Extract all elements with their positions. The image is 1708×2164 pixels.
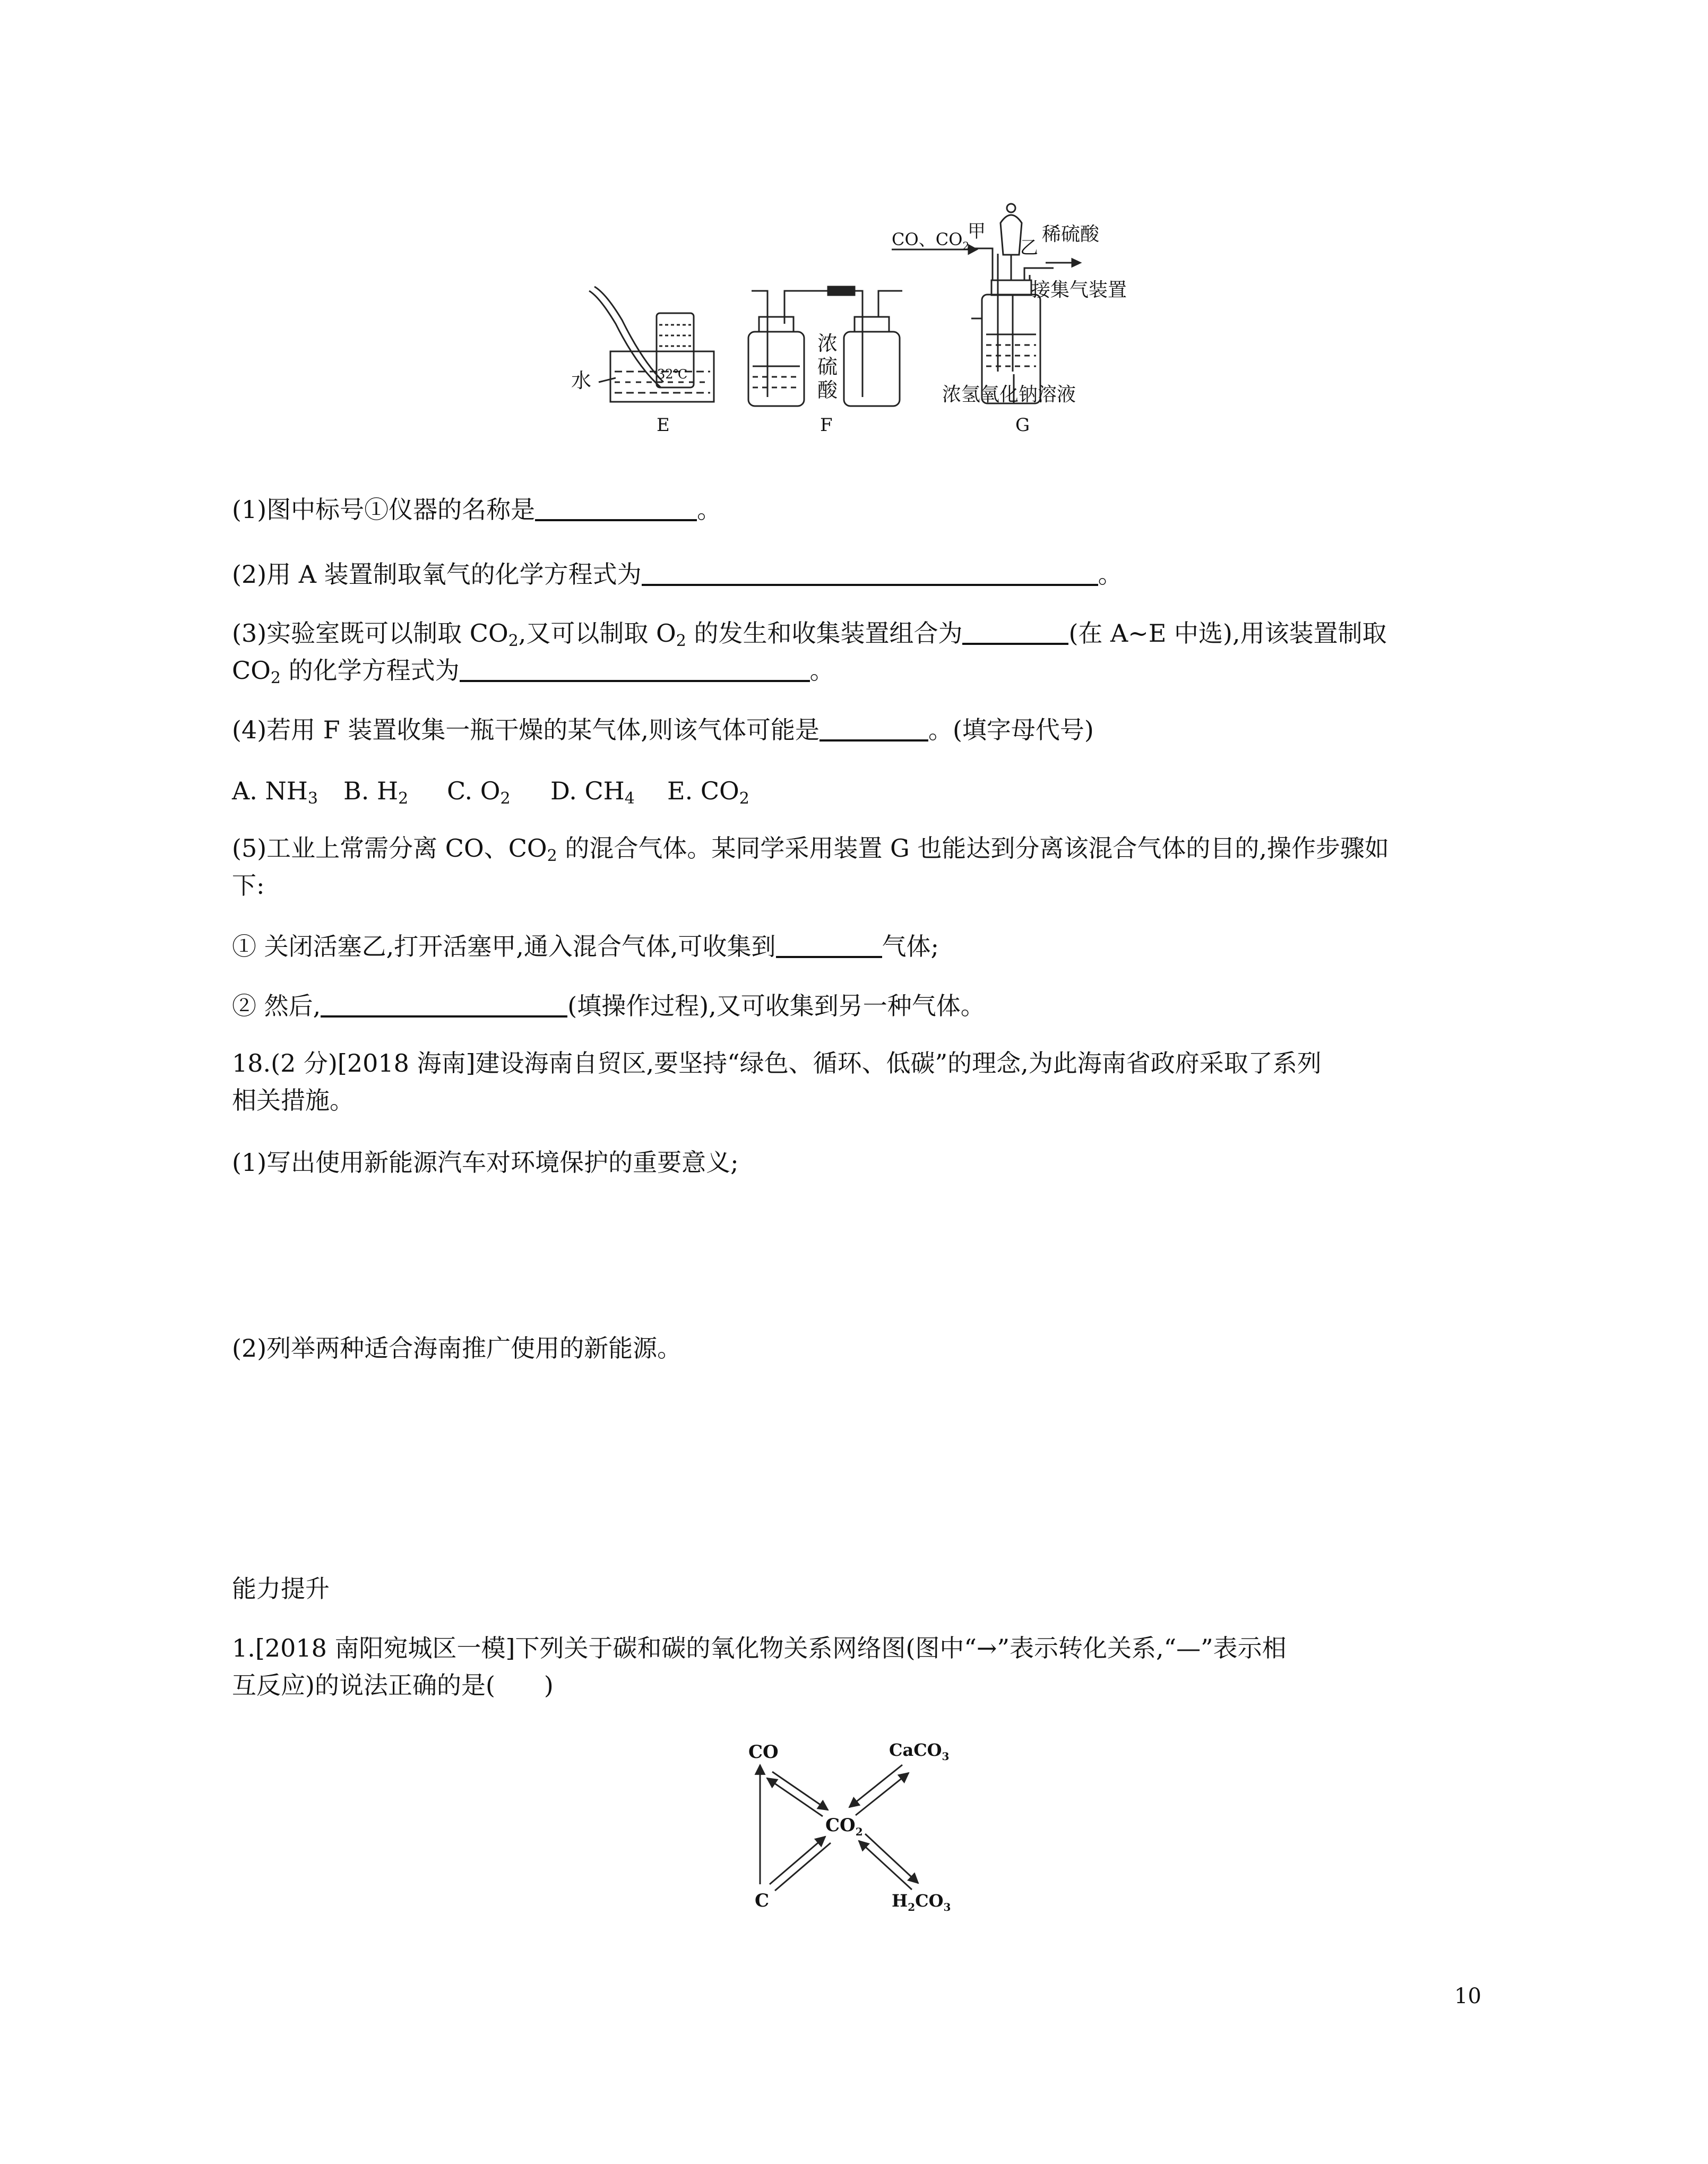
label-naoh: 浓氢氧化钠溶液 <box>942 384 1076 406</box>
node-caco3: CaCO$_3$ <box>889 1740 950 1763</box>
question-4: (4)若用 F 装置收集一瓶干燥的某气体,则该气体可能是 。(填字母代号) <box>232 715 1094 744</box>
question-1: (1)图中标号①仪器的名称是 。 <box>232 495 722 524</box>
label-e: E <box>657 415 670 436</box>
delivery-tube <box>589 291 661 387</box>
step-2: ② 然后, (填操作过程),又可收集到另一种气体。 <box>232 992 985 1020</box>
label-yi: 乙 <box>1020 237 1038 258</box>
option-list <box>232 775 749 807</box>
question-18-line-2: 相关措施。 <box>232 1086 354 1115</box>
question-5-line-1: (5)工业上常需分离 CO、$CO_2$ 的混合气体。某同学采用装置 G 也能达到分离该混合气体的目的,操作步骤如 <box>232 834 1389 865</box>
arrow-c-to-co2 <box>770 1837 825 1884</box>
arrow-h2co3-to-co2 <box>859 1841 912 1890</box>
label-f: F <box>820 415 833 436</box>
arrow-co2-to-caco3 <box>856 1773 909 1815</box>
label-jia: 甲 <box>968 221 986 242</box>
answer-blank[interactable] <box>776 933 882 958</box>
label-g: G <box>1015 415 1030 436</box>
option-d[interactable]: D. $CH_4$ <box>550 777 635 808</box>
answer-blank[interactable] <box>460 657 810 682</box>
bottle-f1 <box>748 332 804 406</box>
question-3-line-2: $CO_2$ 的化学方程式为 。 <box>232 656 834 687</box>
option-a[interactable]: A. $NH_3$ <box>232 777 318 808</box>
label-collect: 接集气装置 <box>1031 279 1127 301</box>
answer-blank[interactable] <box>820 716 928 742</box>
node-co: CO <box>748 1741 779 1763</box>
question-5-line-2: 下: <box>232 871 265 900</box>
label-conc-2: 硫 <box>817 355 838 378</box>
answer-blank[interactable] <box>962 619 1068 645</box>
label-dilute-acid: 稀硫酸 <box>1042 223 1100 245</box>
label-water: 水 <box>571 369 592 392</box>
page-number: 10 <box>1454 1984 1481 2008</box>
label-co-co2: CO、$CO_2$ <box>892 229 970 252</box>
label-temp: 32℃ <box>657 367 688 382</box>
separatory-funnel <box>1000 215 1022 255</box>
ability-question-1-line-1: 1.[2018 南阳宛城区一模]下列关于碳和碳的氧化物关系网络图(图中“→”表示转化关系,“—”表示相 <box>232 1634 1287 1662</box>
arrow-caco3-to-co2 <box>849 1765 902 1807</box>
ability-question-1-line-2: 互反应)的说法正确的是( ) <box>232 1671 554 1700</box>
option-e[interactable]: E. $CO_2$ <box>667 777 749 808</box>
node-h2co3: $H_2CO_3$ <box>892 1891 951 1913</box>
section-title: 能力提升 <box>232 1574 330 1603</box>
question-18-part-1: (1)写出使用新能源汽车对环境保护的重要意义; <box>232 1148 739 1177</box>
option-c[interactable]: C. $O_2$ <box>447 777 511 808</box>
arrow-co2-to-co <box>767 1778 823 1816</box>
line-c-co2 <box>775 1843 831 1891</box>
arrow-co2-to-h2co3 <box>865 1834 918 1883</box>
label-conc-3: 酸 <box>817 378 838 402</box>
node-co2: $CO_2$ <box>825 1815 863 1838</box>
carbon-network-figure <box>0 1725 1708 1937</box>
step-1: ① 关闭活塞乙,打开活塞甲,通入混合气体,可收集到 气体; <box>232 932 939 961</box>
answer-blank[interactable] <box>321 992 567 1018</box>
apparatus-figure <box>0 0 1708 456</box>
question-2: (2)用 A 装置制取氧气的化学方程式为 。 <box>232 560 1123 589</box>
question-3-line-1: (3)实验室既可以制取 $CO_2$,又可以制取 $O_2$ 的发生和收集装置组合为 (在 A~E 中选),用该装置制取 <box>232 619 1387 650</box>
node-c: C <box>755 1890 770 1911</box>
question-18-part-2: (2)列举两种适合海南推广使用的新能源。 <box>232 1334 682 1363</box>
bottle-f2 <box>844 332 900 406</box>
answer-blank[interactable] <box>535 496 697 521</box>
option-b[interactable]: B. $H_2$ <box>343 777 409 808</box>
label-conc-1: 浓 <box>817 332 838 355</box>
question-18-line-1: 18.(2 分)[2018 海南]建设海南自贸区,要坚持“绿色、循环、低碳”的理念,为此海南省政府采取了系列 <box>232 1049 1322 1077</box>
arrow-co-to-co2 <box>772 1772 828 1810</box>
answer-blank[interactable] <box>642 561 1098 586</box>
